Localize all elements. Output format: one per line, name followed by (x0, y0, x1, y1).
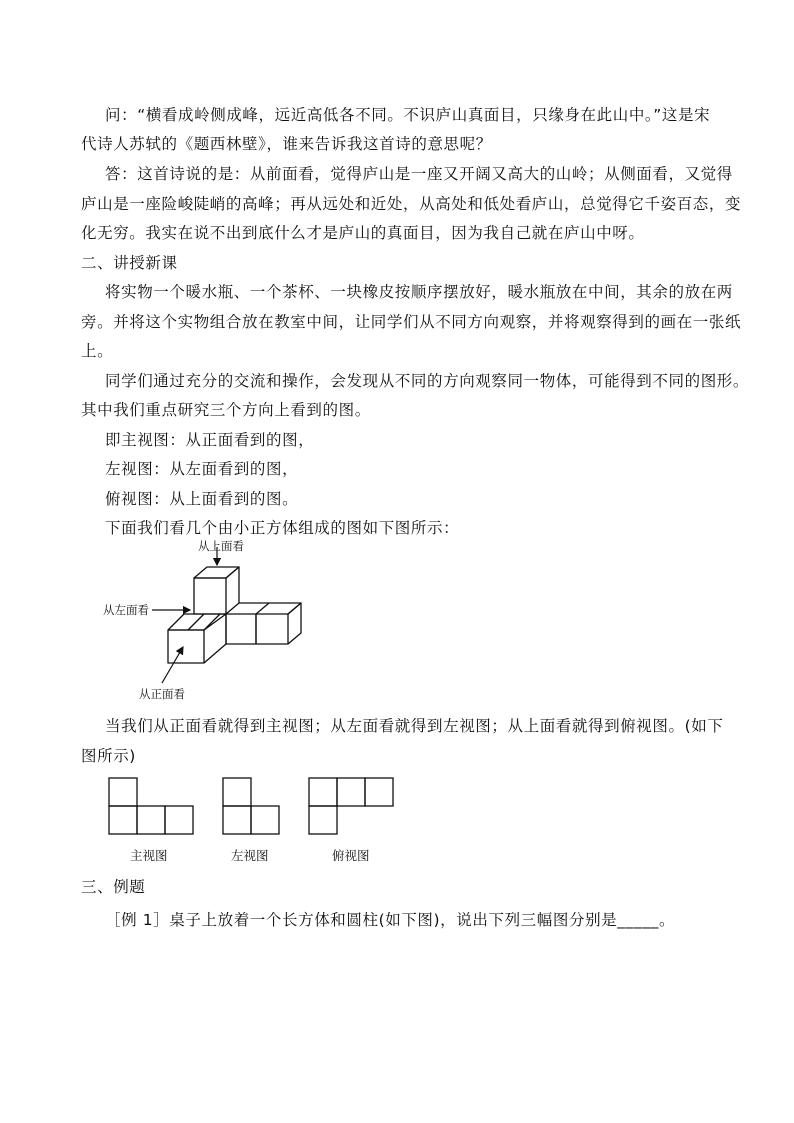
paragraph-3-line-2: 图所示) (81, 747, 136, 765)
right-cube-1 (226, 614, 256, 644)
paragraph-2-line-2: 其中我们重点研究三个方向上看到的图。 (81, 401, 371, 419)
paragraph-1-line-3: 上。 (81, 342, 114, 360)
example-1: ［例 1］桌子上放着一个长方体和圆柱(如下图)，说出下列三幅图分别是_____。 (105, 911, 676, 929)
views-drawing (105, 775, 405, 845)
section-heading-examples: 三、例题 (81, 878, 146, 896)
section-heading-new-lesson: 二、讲授新课 (81, 254, 178, 272)
paragraph-1-line-1: 将实物一个暖水瓶、一个茶杯、一块橡皮按顺序摆放好，暖水瓶放在中间，其余的放在两 (105, 283, 733, 301)
definition-front-view: 即主视图：从正面看到的图， (105, 431, 315, 449)
answer-line-3: 化无穷。我实在说不出到底什么才是庐山的真面目，因为我自己就在庐山中呀。 (81, 224, 645, 242)
paragraph-3-line-1: 当我们从正面看就得到主视图；从左面看就得到左视图；从上面看就得到俯视图。(如下 (105, 717, 724, 735)
figure-intro: 下面我们看几个由小正方体组成的图如下图所示： (105, 519, 460, 537)
top-cube-front-face (194, 578, 226, 614)
caption-left-view: 左视图 (231, 848, 269, 863)
front-cube-side (204, 614, 226, 663)
caption-top-view: 俯视图 (332, 848, 370, 863)
question-line-1: 问：“横看成岭侧成峰，远近高低各不同。不识庐山真面目，只缘身在此山中。”这是宋 (105, 106, 711, 124)
caption-front-view: 主视图 (130, 848, 168, 863)
label-from-top: 从上面看 (198, 539, 244, 553)
left-view-shape (223, 778, 279, 834)
front-view-shape (109, 778, 193, 834)
label-from-left: 从左面看 (103, 603, 149, 617)
arrow-from-front (162, 647, 183, 683)
answer-line-1: 答：这首诗说的是：从前面看，觉得庐山是一座又开阔又高大的山岭；从侧面看，又觉得 (105, 165, 733, 183)
top-cube-side-face (226, 567, 239, 603)
definition-left-view: 左视图：从左面看到的图， (105, 460, 299, 478)
top-view-shape (309, 778, 393, 834)
right-row-side (288, 603, 301, 644)
label-from-front: 从正面看 (139, 687, 185, 701)
paragraph-1-line-2: 旁。并将这个实物组合放在教室中间，让同学们从不同方向观察，并将观察得到的画在一张纸 (81, 313, 742, 331)
paragraph-2-line-1: 同学们通过充分的交流和操作，会发现从不同的方向观察同一物体，可能得到不同的图形。 (105, 372, 750, 390)
cube-drawing (90, 535, 390, 705)
front-cube-face (168, 630, 204, 663)
right-cube-2 (256, 614, 288, 644)
answer-line-2: 庐山是一座险峻陡峭的高峰；再从远处和近处，从高处和低处看庐山，总觉得它千姿百态，变 (81, 195, 742, 213)
definition-top-view: 俯视图：从上面看到的图。 (105, 490, 299, 508)
question-line-2: 代诗人苏轼的《题西林壁》，谁来告诉我这首诗的意思呢？ (81, 135, 492, 153)
